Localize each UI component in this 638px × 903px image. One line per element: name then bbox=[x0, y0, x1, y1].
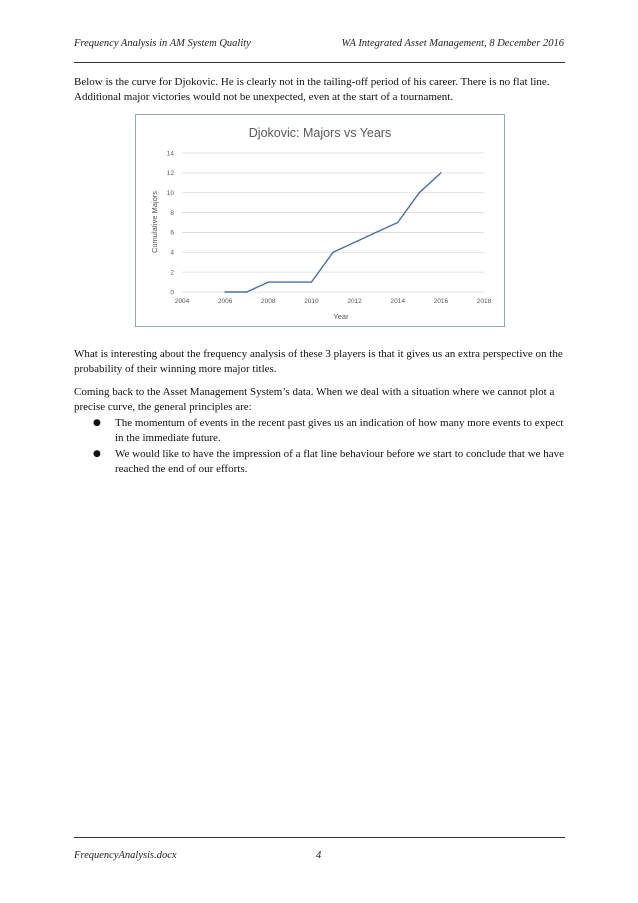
chart-canvas bbox=[136, 115, 504, 326]
y-tick-label: 0 bbox=[170, 289, 174, 297]
djokovic-chart bbox=[135, 114, 505, 327]
x-tick-label: 2016 bbox=[433, 298, 449, 305]
y-tick-label: 4 bbox=[170, 249, 174, 257]
data-point bbox=[419, 192, 420, 193]
bullet-icon: ● bbox=[93, 418, 101, 428]
x-axis-label: Year bbox=[333, 312, 349, 321]
x-tick-label: 2012 bbox=[347, 298, 362, 305]
page-header bbox=[74, 38, 564, 54]
page-number: 4 bbox=[316, 850, 322, 861]
data-point bbox=[354, 242, 355, 243]
list-item bbox=[74, 447, 566, 477]
y-tick-label: 12 bbox=[166, 170, 174, 178]
list-item-text: We would like to have the impression of a flat line behaviour before we start to conclude that we have reached the end of our efforts. bbox=[115, 448, 565, 475]
principles-list bbox=[74, 416, 566, 478]
header-organisation-date: WA Integrated Asset Management, 8 December 2016 bbox=[341, 38, 564, 49]
data-point bbox=[289, 281, 290, 282]
bullet-icon: ● bbox=[93, 449, 101, 459]
y-axis-label: Cumulative Majors bbox=[150, 190, 159, 254]
chart-tick-labels bbox=[167, 150, 492, 305]
data-point bbox=[246, 291, 247, 292]
x-tick-label: 2008 bbox=[261, 298, 276, 305]
asset-management-paragraph: Coming back to the Asset Management System’s data. When we deal with a situation where we cannot plot a precise curve, the general principles are: bbox=[74, 386, 555, 413]
header-document-title: Frequency Analysis in AM System Quality bbox=[74, 38, 251, 49]
y-tick-label: 10 bbox=[166, 190, 174, 198]
list-item bbox=[74, 416, 566, 446]
data-point bbox=[311, 281, 312, 282]
data-point bbox=[332, 252, 333, 253]
y-tick-label: 6 bbox=[170, 229, 174, 237]
list-item-text: The momentum of events in the recent past gives us an indication of how many more events to expect in the immediate future. bbox=[115, 417, 564, 444]
data-point bbox=[375, 232, 376, 233]
header-rule bbox=[74, 62, 565, 63]
data-point bbox=[268, 281, 269, 282]
data-point bbox=[440, 172, 441, 173]
x-tick-label: 2014 bbox=[390, 298, 405, 305]
data-point bbox=[397, 222, 398, 223]
chart-title: Djokovic: Majors vs Years bbox=[248, 126, 392, 140]
x-tick-label: 2004 bbox=[174, 298, 190, 305]
y-tick-label: 2 bbox=[170, 269, 174, 277]
x-tick-label: 2010 bbox=[304, 298, 319, 305]
footer-filename: FrequencyAnalysis.docx bbox=[74, 850, 177, 861]
y-tick-label: 8 bbox=[170, 209, 174, 217]
chart-gridlines bbox=[182, 153, 484, 292]
y-tick-label: 14 bbox=[166, 150, 174, 158]
x-tick-label: 2006 bbox=[217, 298, 233, 305]
frequency-paragraph: What is interesting about the frequency analysis of these 3 players is that it gives us an extra perspective on the probability of their winning more major titles. bbox=[74, 348, 563, 375]
intro-paragraph: Below is the curve for Djokovic. He is clearly not in the tailing-off period of his career. There is no flat line. Additional major victories would not be unexpected, even at the start of a tournament. bbox=[74, 76, 550, 103]
data-point bbox=[224, 291, 225, 292]
x-tick-label: 2018 bbox=[476, 298, 492, 305]
footer-rule bbox=[74, 837, 565, 838]
